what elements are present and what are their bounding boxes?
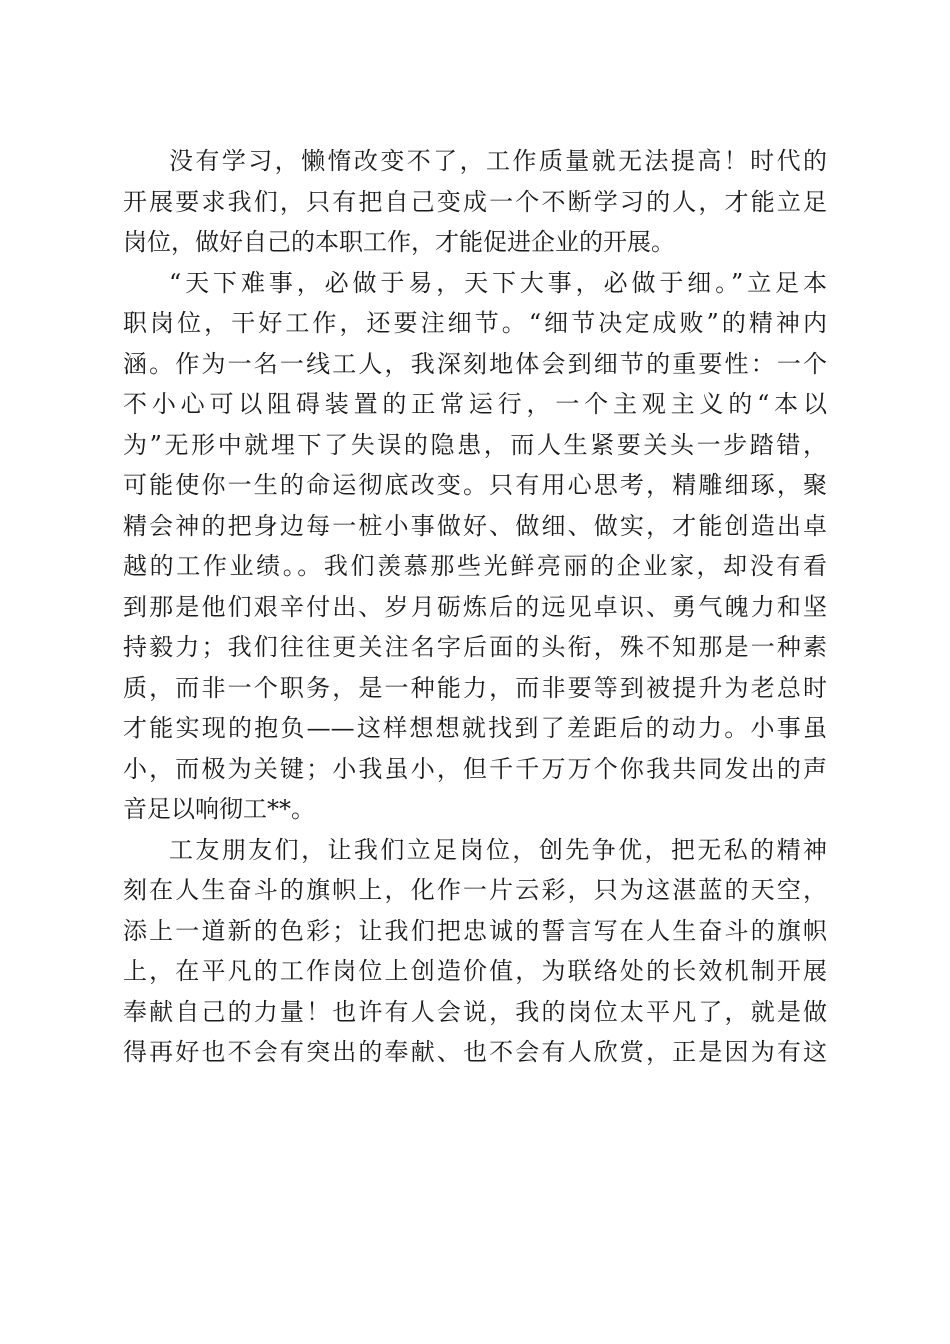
paragraph-line: 工友朋友们，让我们立足岗位，创先争优，把无私的精神 [169,835,827,864]
paragraph-line: 音足以响彻工**。 [123,795,315,823]
paragraph-line: 可能使你一生的命运彻底改变。只有用心思考，精雕细琢，聚 [123,471,827,499]
paragraph-line: 精会神的把身边每一桩小事做好、做细、做实，才能创造出卓 [123,511,827,540]
paragraph-line: 不小心可以阻碍装置的正常运行，一个主观主义的“本以 [123,390,827,418]
paragraph-line: 得再好也不会有突出的奉献、也不会有人欣赏，正是因为有这 [123,1038,827,1066]
paragraph-line: 才能实现的抱负——这样想想就找到了差距后的动力。小事虽 [123,714,827,742]
paragraph-line: 涵。作为一名一线工人，我深刻地体会到细节的重要性：一个 [123,349,827,378]
paragraph-line: 刻在人生奋斗的旗帜上，化作一片云彩，只为这湛蓝的天空， [123,876,827,904]
paragraph-line: 职岗位，干好工作，还要注细节。“细节决定成败”的精神内 [123,309,827,337]
paragraph-line: 岗位，做好自己的本职工作，才能促进企业的开展。 [123,228,675,256]
document-body [123,141,827,1073]
paragraph-line: 到那是他们艰辛付出、岁月砺炼后的远见卓识、勇气魄力和坚 [123,592,827,621]
paragraph-line: 持毅力；我们往往更关注名字后面的头衔，殊不知那是一种素 [123,633,827,661]
paragraph-line: 奉献自己的力量！也许有人会说，我的岗位太平凡了，就是做 [123,997,827,1026]
paragraph-line: 添上一道新的色彩；让我们把忠诚的誓言写在人生奋斗的旗帜 [123,916,827,945]
paragraph-line: 没有学习，懒惰改变不了，工作质量就无法提高！时代的 [169,147,827,175]
paragraph-line: 小，而极为关键；小我虽小，但千千万万个你我共同发出的声 [123,754,827,783]
paragraph-line: 开展要求我们，只有把自己变成一个不断学习的人，才能立足 [123,187,827,216]
paragraph-line: 上，在平凡的工作岗位上创造价值，为联络处的长效机制开展 [123,957,827,985]
paragraph-line: 为”无形中就埋下了失误的隐患，而人生紧要关头一步踏错， [123,430,827,459]
paragraph-line: “天下难事，必做于易，天下大事，必做于细。”立足本 [169,268,827,297]
paragraph-line: 质，而非一个职务，是一种能力，而非要等到被提升为老总时 [123,673,827,702]
paragraph-line: 越的工作业绩。。我们羡慕那些光鲜亮丽的企业家，却没有看 [123,552,827,580]
